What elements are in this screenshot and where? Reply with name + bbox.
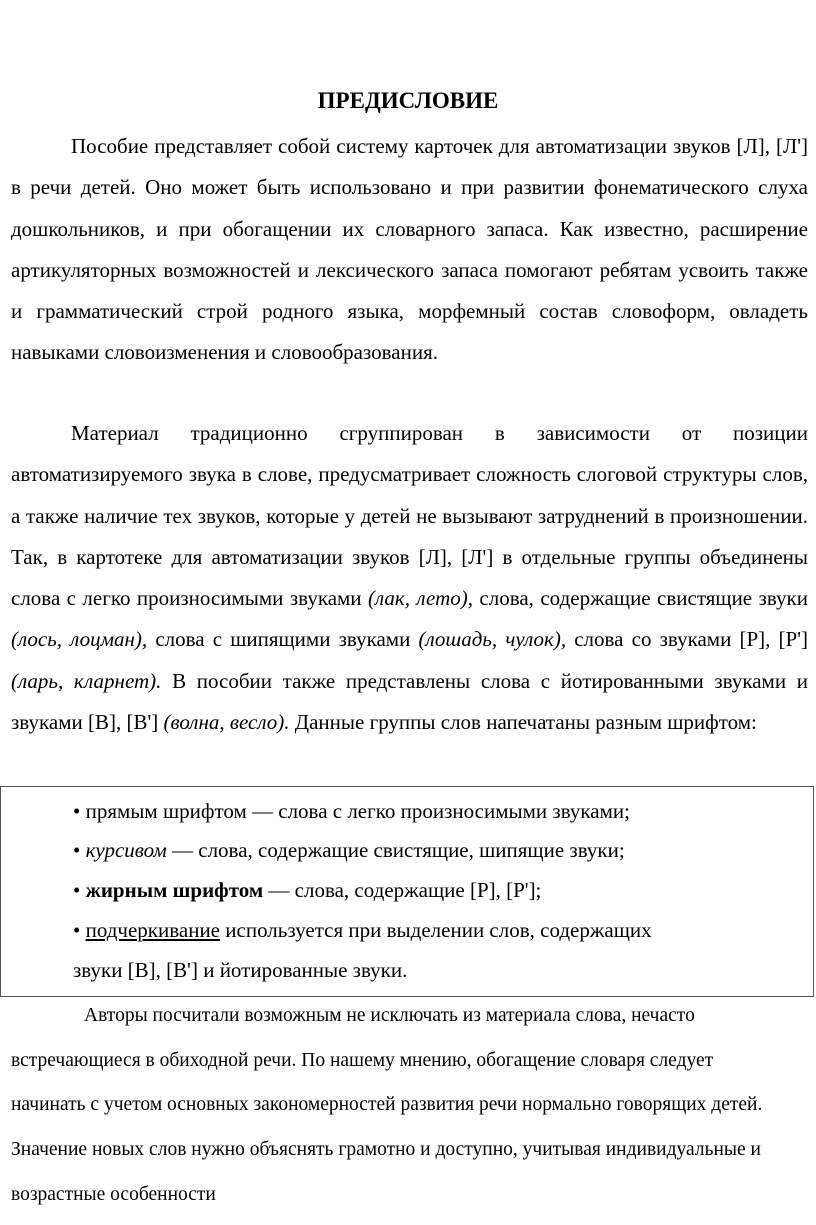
material-text-2: слова, содержащие свистящие звуки xyxy=(473,586,808,611)
legend-underline-label: подчеркивание xyxy=(85,918,221,942)
bullet: • xyxy=(73,918,81,942)
material-text-3: слова с шипящими звуками xyxy=(147,627,419,652)
legend-item-underline-continuation: звуки [В], [В'] и йотированные звуки. xyxy=(73,958,408,982)
example-words-r-sounds: (ларь, кларнет). xyxy=(11,668,162,693)
bullet: • xyxy=(73,799,81,823)
font-legend-box xyxy=(0,786,814,997)
material-text-5: В пособии также представлены слова с йотированными звуками и звуками [В], [В'] xyxy=(11,668,808,735)
paragraph-material xyxy=(11,413,808,743)
paragraph-authors xyxy=(11,994,791,1218)
legend-item-bold xyxy=(73,875,803,905)
material-text-4: слова со звуками [Р], [Р'] xyxy=(566,627,808,652)
legend-item-underline xyxy=(73,915,803,945)
paragraph-intro-text: Пособие представляет собой систему карточек для автоматизации звуков [Л], [Л'] в речи детей. Оно может быть использовано и при развитии фонематического слуха дошкольников, и при обогащении их словарного запаса. Как известно, расширение артикуляторных возможностей и лексического запаса помогают ребятам усвоить также и грамматический строй родного языка, морфемный состав словоформ, овладеть навыками словоизменения и словообразования. xyxy=(11,134,808,365)
paragraph-authors-text: Авторы посчитали возможным не исключать из материала слова, нечасто встречающиеся в обиходной речи. По нашему мнению, обогащение словаря следует начинать с учетом основных закономерностей развития речи нормально говорящих детей. Значение новых слов нужно объяснять грамотно и доступно, учитывая индивидуальные и возрастные особенности xyxy=(11,1005,763,1205)
legend-item-italic-text: — слова, содержащие свистящие, шипящие звуки; xyxy=(166,838,625,862)
example-words-whistling: (лось, лоцман), xyxy=(11,627,148,652)
example-words-simple: (лак, лето), xyxy=(367,586,473,611)
legend-item-regular xyxy=(73,796,803,826)
legend-bold-label: жирным шрифтом xyxy=(85,878,264,902)
material-text-6: Данные группы слов напечатаны разным шрифтом: xyxy=(289,710,757,735)
legend-italic-label: курсивом xyxy=(85,838,167,862)
bullet: • xyxy=(73,838,81,862)
legend-item-italic xyxy=(73,835,803,865)
page-title: ПРЕДИСЛОВИЕ xyxy=(317,88,499,113)
paragraph-intro xyxy=(11,126,808,374)
legend-item-bold-text: — слова, содержащие [Р], [Р']; xyxy=(263,878,542,902)
material-text-1: Материал традиционно сгруппирован в зависимости от позиции автоматизируемого звука в слове, предусматривает сложность слоговой структуры слов, а также наличие тех звуков, которые у детей не вызывают затруднений в произношении. Так, в картотеке для автоматизации звуков [Л], [Л'] в отдельные группы объединены слова с легко произносимыми звуками xyxy=(11,421,808,611)
legend-item-underline-text: используется при выделении слов, содержащих xyxy=(220,918,652,942)
example-words-v-sounds: (волна, весло). xyxy=(163,710,290,735)
example-words-hushing: (лошадь, чулок), xyxy=(418,627,567,652)
bullet: • xyxy=(73,878,81,902)
legend-item-regular-text: прямым шрифтом — слова с легко произносимыми звуками; xyxy=(85,799,630,823)
